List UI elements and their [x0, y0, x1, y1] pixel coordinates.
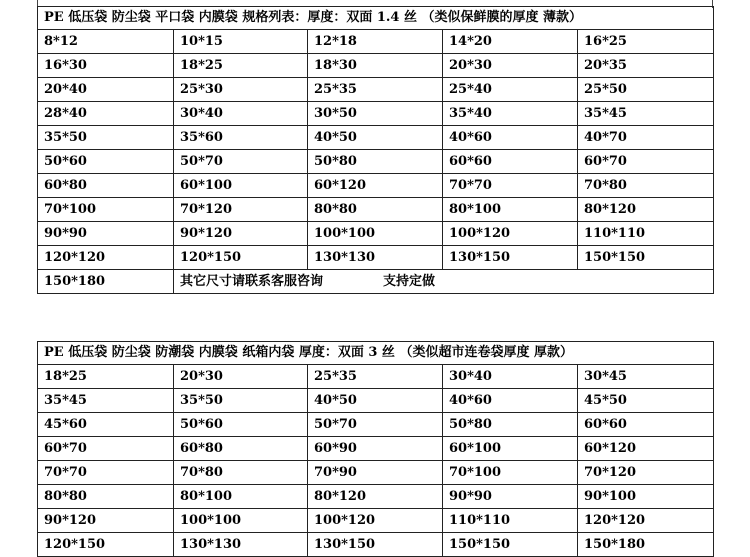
- size-cell: 40*60: [443, 126, 578, 150]
- size-cell: 35*45: [578, 102, 714, 126]
- size-cell: 150*150: [578, 246, 714, 270]
- size-cell: 50*70: [308, 413, 443, 437]
- size-cell: 25*35: [308, 365, 443, 389]
- size-cell: 35*50: [174, 389, 308, 413]
- size-cell: 150*180: [38, 270, 174, 294]
- size-cell: 60*80: [174, 437, 308, 461]
- size-cell: 150*150: [443, 533, 578, 557]
- size-cell: 80*80: [308, 198, 443, 222]
- size-cell: 100*100: [174, 509, 308, 533]
- size-cell: 80*80: [38, 485, 174, 509]
- size-cell: 30*50: [308, 102, 443, 126]
- size-cell: 20*35: [578, 54, 714, 78]
- size-cell: 20*30: [443, 54, 578, 78]
- table-row: [38, 389, 714, 413]
- contact-note-cell: [174, 270, 714, 294]
- size-cell: 8*12: [38, 30, 174, 54]
- size-cell: 40*50: [308, 126, 443, 150]
- table-title: PE 低压袋 防尘袋 平口袋 内膜袋 规格列表：厚度：双面 1.4 丝 （类似保鲜膜的厚度 薄款）: [38, 7, 714, 30]
- size-cell: 70*70: [38, 461, 174, 485]
- size-cell: 70*70: [443, 174, 578, 198]
- size-cell: 70*120: [174, 198, 308, 222]
- table-title-row: [38, 7, 714, 30]
- size-cell: 30*40: [174, 102, 308, 126]
- size-cell: 50*60: [174, 413, 308, 437]
- size-cell: 70*90: [308, 461, 443, 485]
- size-cell: 60*120: [308, 174, 443, 198]
- table-row: [38, 509, 714, 533]
- size-cell: 45*50: [578, 389, 714, 413]
- size-cell: 100*100: [308, 222, 443, 246]
- size-cell: 70*80: [174, 461, 308, 485]
- spec-table-thin-body: [38, 7, 714, 294]
- size-cell: 30*45: [578, 365, 714, 389]
- table-row: [38, 246, 714, 270]
- size-cell: 60*60: [578, 413, 714, 437]
- size-cell: 50*80: [308, 150, 443, 174]
- size-cell: 120*150: [174, 246, 308, 270]
- size-cell: 90*120: [174, 222, 308, 246]
- spec-table-thin: [37, 6, 714, 294]
- size-cell: 130*150: [308, 533, 443, 557]
- size-cell: 130*130: [308, 246, 443, 270]
- size-cell: 16*25: [578, 30, 714, 54]
- table-row: [38, 126, 714, 150]
- size-cell: 50*70: [174, 150, 308, 174]
- table-row: [38, 533, 714, 557]
- size-cell: 80*100: [443, 198, 578, 222]
- size-cell: 40*70: [578, 126, 714, 150]
- size-cell: 90*90: [443, 485, 578, 509]
- size-cell: 50*60: [38, 150, 174, 174]
- size-cell: 35*45: [38, 389, 174, 413]
- size-cell: 40*50: [308, 389, 443, 413]
- table-row: [38, 365, 714, 389]
- size-cell: 25*40: [443, 78, 578, 102]
- size-cell: 80*100: [174, 485, 308, 509]
- size-cell: 35*60: [174, 126, 308, 150]
- size-cell: 12*18: [308, 30, 443, 54]
- size-cell: 18*25: [174, 54, 308, 78]
- spec-table-thick: [37, 341, 714, 557]
- table-row: [38, 174, 714, 198]
- size-cell: 70*100: [38, 198, 174, 222]
- size-cell: 110*110: [443, 509, 578, 533]
- contact-note: 其它尺寸请联系客服咨询: [180, 273, 324, 289]
- size-cell: 120*120: [38, 246, 174, 270]
- size-cell: 25*50: [578, 78, 714, 102]
- size-cell: 20*30: [174, 365, 308, 389]
- size-cell: 60*70: [578, 150, 714, 174]
- size-cell: 90*120: [38, 509, 174, 533]
- size-cell: 80*120: [308, 485, 443, 509]
- size-cell: 35*50: [38, 126, 174, 150]
- size-cell: 150*180: [578, 533, 714, 557]
- table-row: [38, 413, 714, 437]
- size-cell: 35*40: [443, 102, 578, 126]
- size-cell: 60*60: [443, 150, 578, 174]
- size-cell: 90*100: [578, 485, 714, 509]
- size-cell: 60*80: [38, 174, 174, 198]
- size-cell: 90*90: [38, 222, 174, 246]
- size-cell: 18*30: [308, 54, 443, 78]
- size-cell: 70*100: [443, 461, 578, 485]
- size-cell: 30*40: [443, 365, 578, 389]
- size-cell: 50*80: [443, 413, 578, 437]
- table-row: [38, 222, 714, 246]
- size-cell: 25*35: [308, 78, 443, 102]
- table-row: [38, 150, 714, 174]
- size-cell: 14*20: [443, 30, 578, 54]
- size-cell: 100*120: [308, 509, 443, 533]
- size-cell: 70*120: [578, 461, 714, 485]
- size-cell: 130*150: [443, 246, 578, 270]
- size-cell: 18*25: [38, 365, 174, 389]
- table-row: [38, 30, 714, 54]
- table-title: PE 低压袋 防尘袋 防潮袋 内膜袋 纸箱内袋 厚度：双面 3 丝 （类似超市连卷袋厚度 厚款）: [38, 342, 714, 365]
- table-row: [38, 437, 714, 461]
- size-cell: 40*60: [443, 389, 578, 413]
- spec-table-thick-body: [38, 342, 714, 557]
- size-cell: 20*40: [38, 78, 174, 102]
- size-cell: 45*60: [38, 413, 174, 437]
- table-row: [38, 485, 714, 509]
- size-cell: 60*120: [578, 437, 714, 461]
- size-cell: 60*70: [38, 437, 174, 461]
- table-row: [38, 102, 714, 126]
- size-cell: 70*80: [578, 174, 714, 198]
- custom-order-note: 支持定做: [383, 273, 436, 289]
- size-cell: 10*15: [174, 30, 308, 54]
- size-cell: 120*150: [38, 533, 174, 557]
- size-cell: 25*30: [174, 78, 308, 102]
- size-cell: 130*130: [174, 533, 308, 557]
- table-note-row: [38, 270, 714, 294]
- table-title-row: [38, 342, 714, 365]
- table-row: [38, 54, 714, 78]
- size-cell: 28*40: [38, 102, 174, 126]
- table-row: [38, 78, 714, 102]
- size-cell: 60*90: [308, 437, 443, 461]
- table-row: [38, 198, 714, 222]
- table-row: [38, 461, 714, 485]
- size-cell: 60*100: [443, 437, 578, 461]
- size-cell: 120*120: [578, 509, 714, 533]
- size-cell: 16*30: [38, 54, 174, 78]
- size-cell: 80*120: [578, 198, 714, 222]
- size-cell: 100*120: [443, 222, 578, 246]
- size-cell: 110*110: [578, 222, 714, 246]
- size-cell: 60*100: [174, 174, 308, 198]
